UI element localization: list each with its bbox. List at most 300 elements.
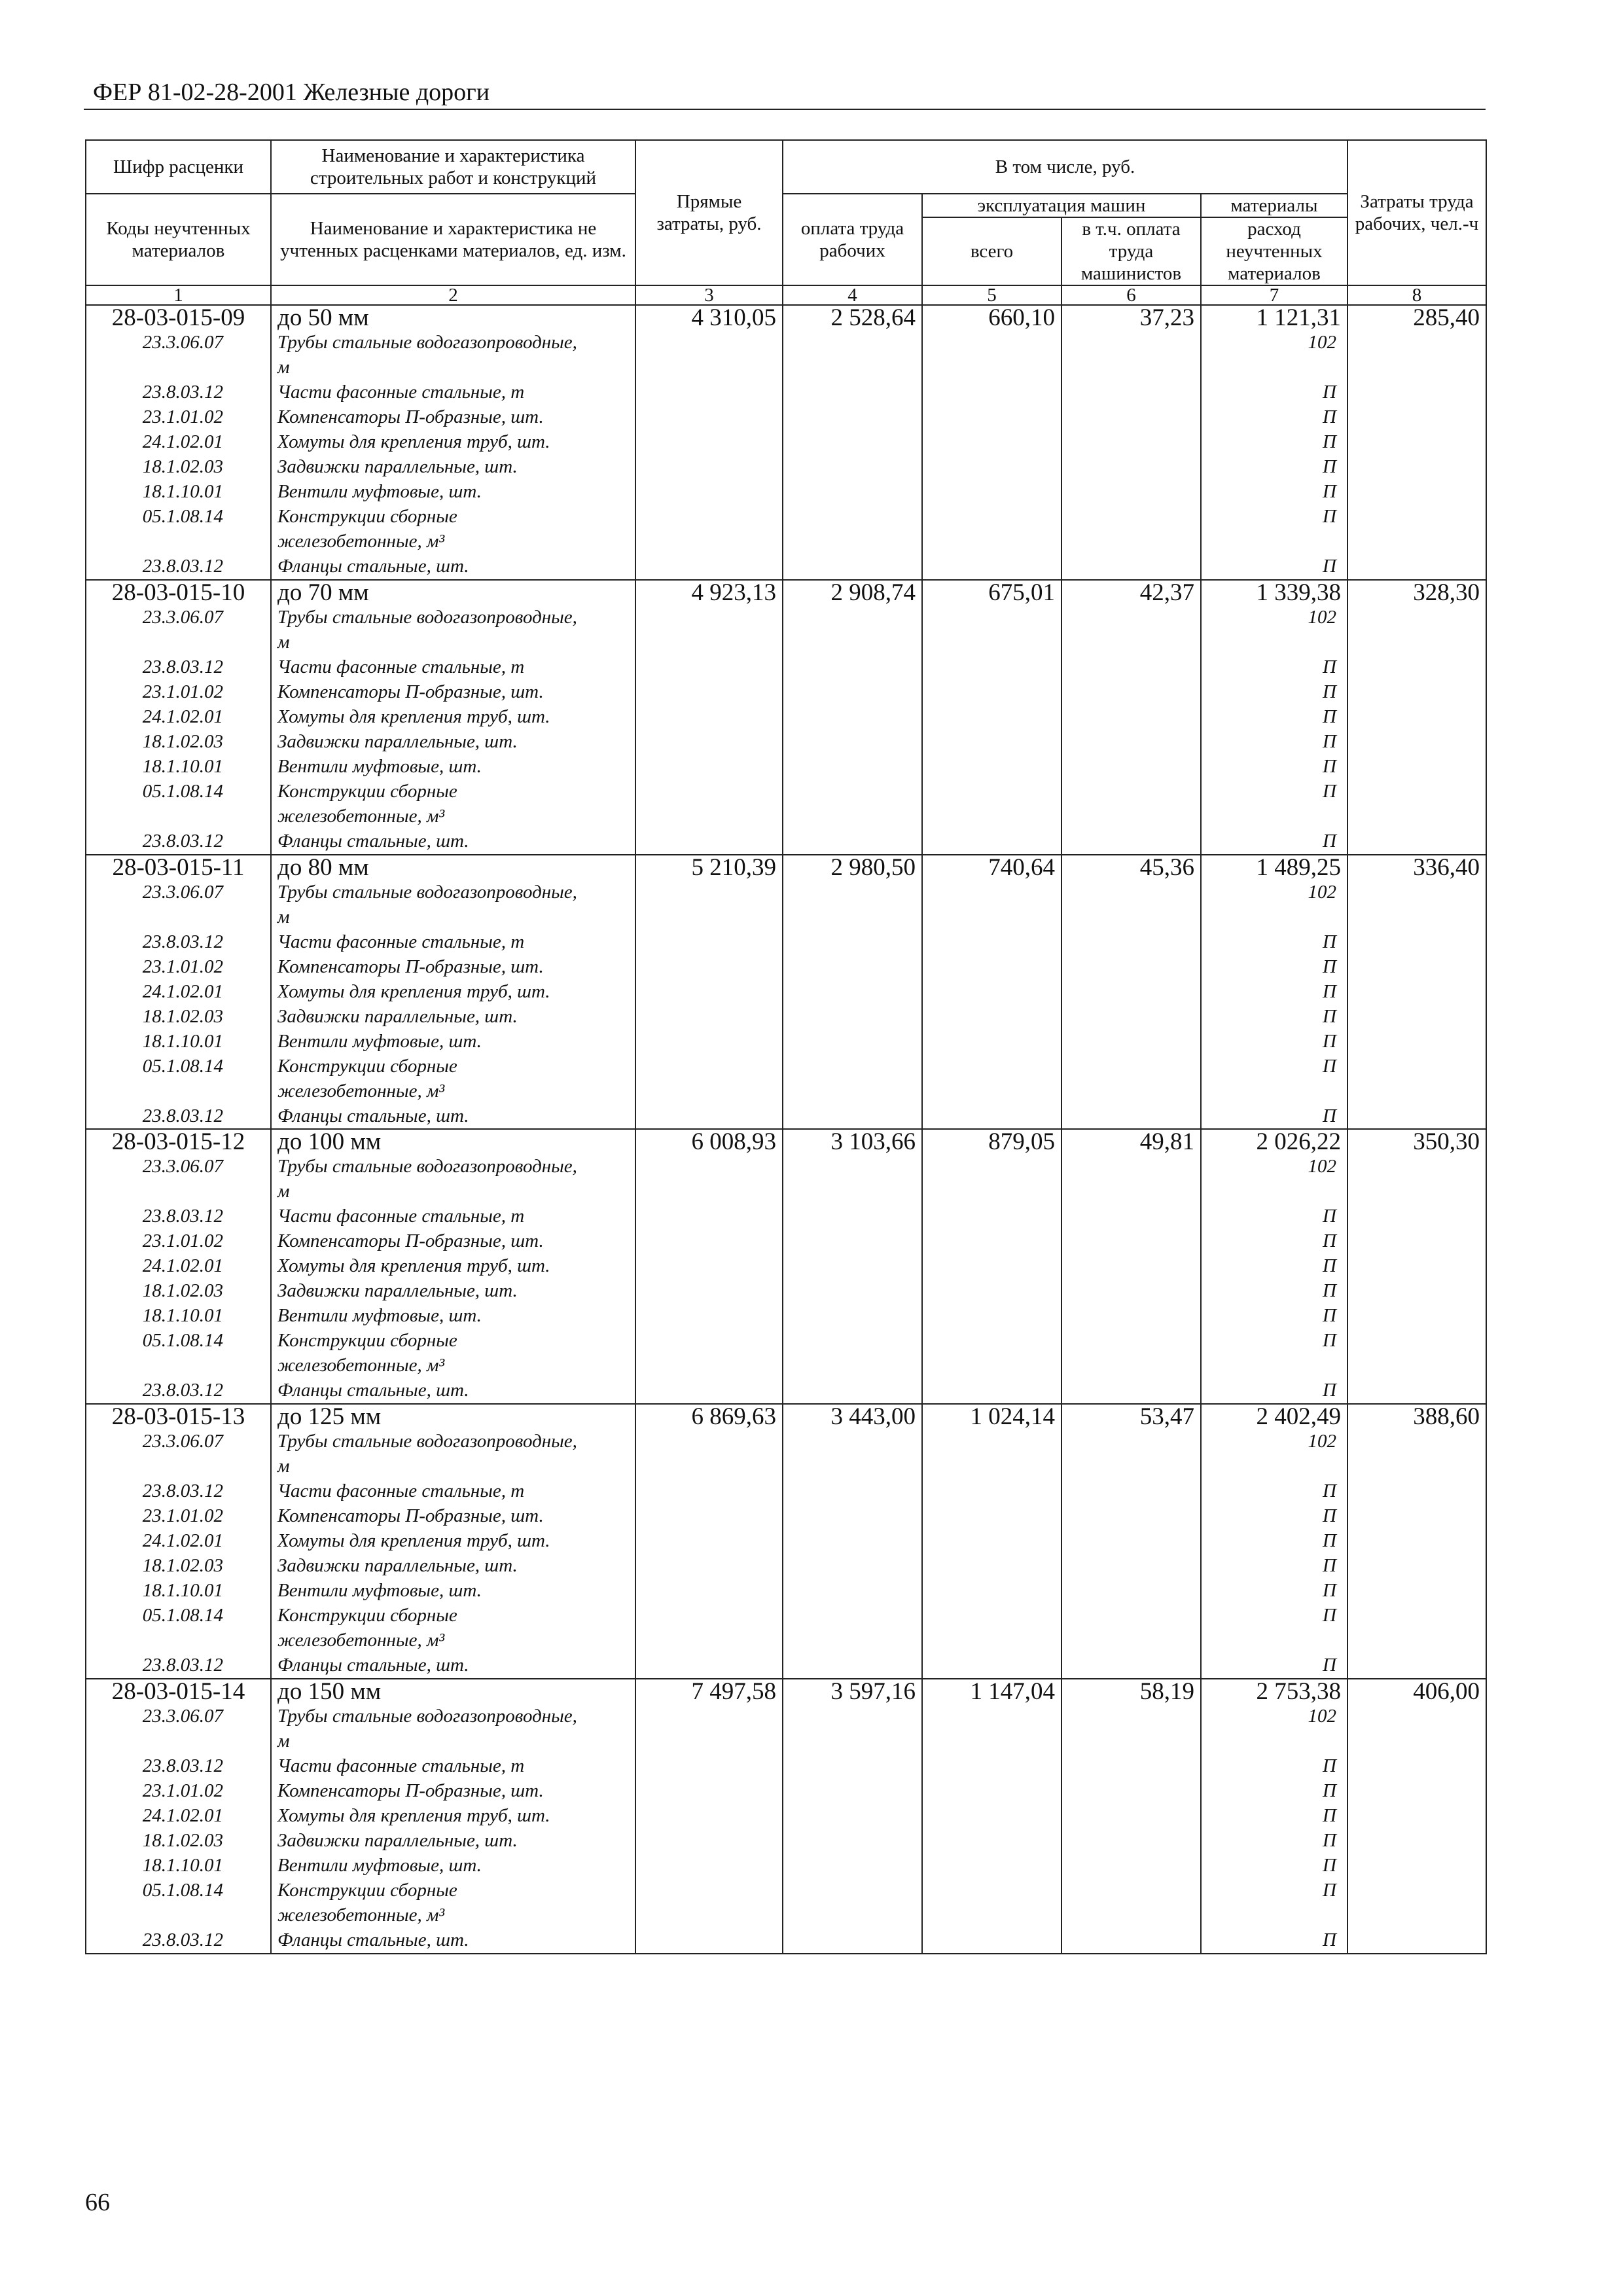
material-row [86,1254,1486,1279]
empty-cell [1347,1579,1486,1604]
empty-cell [922,804,1061,829]
material-code [86,630,271,655]
empty-cell [1347,1854,1486,1878]
empty-cell [1347,1754,1486,1779]
material-code: 18.1.02.03 [86,455,271,480]
empty-cell [783,529,922,554]
empty-cell [922,554,1061,580]
workers-wages: 2 908,74 [783,580,922,605]
material-usage: П [1201,1504,1347,1529]
empty-cell [1061,1454,1201,1479]
empty-cell [783,1653,922,1679]
empty-cell [1347,1504,1486,1529]
direct-costs: 7 497,58 [635,1679,783,1704]
material-name: Хомуты для крепления труб, шт. [271,430,635,455]
labor-hours: 285,40 [1347,305,1486,331]
empty-cell [1061,455,1201,480]
empty-cell [783,630,922,655]
empty-cell [922,1903,1061,1928]
material-row [86,554,1486,580]
empty-cell [1061,1704,1201,1729]
machinists-wages: 42,37 [1061,580,1201,605]
header-machines-total: всего [922,217,1061,285]
material-row [86,1928,1486,1954]
empty-cell [635,529,783,554]
material-code: 05.1.08.14 [86,1878,271,1903]
material-row [86,804,1486,829]
empty-cell [1347,1779,1486,1804]
material-code [86,1628,271,1653]
rate-code: 28-03-015-11 [86,855,271,880]
rates-table [85,139,1487,1954]
empty-cell [922,1254,1061,1279]
empty-cell [635,1104,783,1130]
material-code: 23.3.06.07 [86,1704,271,1729]
material-name: Трубы стальные водогазопроводные, [271,1155,635,1179]
empty-cell [922,1354,1061,1378]
empty-cell [1347,730,1486,755]
material-usage: П [1201,780,1347,804]
empty-cell [783,1529,922,1554]
material-code: 23.8.03.12 [86,930,271,955]
material-row [86,829,1486,855]
empty-cell [1061,1878,1201,1903]
empty-cell [922,880,1061,905]
material-usage: П [1201,1005,1347,1030]
empty-cell [922,529,1061,554]
material-usage: П [1201,1878,1347,1903]
empty-cell [635,1054,783,1079]
empty-cell [922,755,1061,780]
material-usage: П [1201,505,1347,529]
table-body [86,305,1486,1954]
machinists-wages: 58,19 [1061,1679,1201,1704]
empty-cell [783,1479,922,1504]
empty-cell [922,1429,1061,1454]
empty-cell [1061,380,1201,405]
material-code [86,1179,271,1204]
empty-cell [1061,1628,1201,1653]
material-row [86,1779,1486,1804]
empty-cell [1347,1354,1486,1378]
material-usage: П [1201,1304,1347,1329]
workers-wages: 2 528,64 [783,305,922,331]
material-usage: П [1201,930,1347,955]
material-name: Задвижки параллельные, шт. [271,730,635,755]
material-row [86,1628,1486,1653]
material-code: 18.1.02.03 [86,1005,271,1030]
empty-cell [635,1155,783,1179]
empty-cell [922,1155,1061,1179]
empty-cell [1061,1829,1201,1854]
material-row [86,1354,1486,1378]
material-code: 23.3.06.07 [86,605,271,630]
material-name: Фланцы стальные, шт. [271,829,635,855]
material-name: Конструкции сборные [271,1329,635,1354]
empty-cell [1347,1054,1486,1079]
empty-cell [922,1928,1061,1954]
material-name: Компенсаторы П-образные, шт. [271,405,635,430]
material-row [86,380,1486,405]
empty-cell [783,1779,922,1804]
empty-cell [635,1204,783,1229]
material-code: 23.3.06.07 [86,880,271,905]
empty-cell [922,430,1061,455]
empty-cell [922,1329,1061,1354]
material-row [86,1729,1486,1754]
material-row [86,455,1486,480]
material-code: 18.1.02.03 [86,1554,271,1579]
material-name: железобетонные, м³ [271,529,635,554]
empty-cell [635,380,783,405]
header-materials-usage: расход неучтенных материалов [1201,217,1347,285]
material-code: 18.1.10.01 [86,1854,271,1878]
material-code: 18.1.02.03 [86,1279,271,1304]
header-code-bottom: Коды неучтенных материалов [86,194,271,285]
empty-cell [922,1729,1061,1754]
material-code: 23.8.03.12 [86,1204,271,1229]
material-usage [1201,1454,1347,1479]
empty-cell [635,1229,783,1254]
rate-name: до 100 мм [271,1129,635,1155]
rate-row [86,1129,1486,1155]
empty-cell [1061,804,1201,829]
material-row [86,331,1486,355]
material-name: Задвижки параллельные, шт. [271,1279,635,1304]
material-code: 24.1.02.01 [86,980,271,1005]
table-header [86,140,1486,305]
empty-cell [922,680,1061,705]
direct-costs: 4 923,13 [635,580,783,605]
empty-cell [922,730,1061,755]
material-name: Трубы стальные водогазопроводные, [271,605,635,630]
empty-cell [783,780,922,804]
material-row [86,930,1486,955]
empty-cell [783,405,922,430]
material-usage [1201,905,1347,930]
empty-cell [783,1729,922,1754]
empty-cell [1347,529,1486,554]
material-row [86,980,1486,1005]
empty-cell [635,955,783,980]
empty-cell [922,1079,1061,1104]
rate-name: до 50 мм [271,305,635,331]
empty-cell [922,1829,1061,1854]
material-row [86,355,1486,380]
empty-cell [1347,1628,1486,1653]
direct-costs: 4 310,05 [635,305,783,331]
material-row [86,1579,1486,1604]
material-code: 24.1.02.01 [86,705,271,730]
empty-cell [1347,955,1486,980]
header-including: В том числе, руб. [783,140,1347,194]
material-code: 23.8.03.12 [86,1479,271,1504]
material-usage [1201,355,1347,380]
empty-cell [1347,655,1486,680]
empty-cell [635,980,783,1005]
empty-cell [1347,1878,1486,1903]
empty-cell [1061,980,1201,1005]
material-name: Фланцы стальные, шт. [271,1104,635,1130]
empty-cell [783,1079,922,1104]
empty-cell [1061,780,1201,804]
empty-cell [922,655,1061,680]
empty-cell [783,1804,922,1829]
empty-cell [1347,1804,1486,1829]
material-usage: П [1201,1579,1347,1604]
workers-wages: 3 443,00 [783,1404,922,1429]
material-usage [1201,1729,1347,1754]
material-row [86,1329,1486,1354]
empty-cell [1347,1030,1486,1054]
labor-hours: 328,30 [1347,580,1486,605]
rate-row [86,1404,1486,1429]
empty-cell [783,1030,922,1054]
empty-cell [635,755,783,780]
empty-cell [635,1378,783,1404]
empty-cell [1061,1378,1201,1404]
material-usage [1201,1354,1347,1378]
machines-total: 1 147,04 [922,1679,1061,1704]
empty-cell [1061,1479,1201,1504]
empty-cell [922,905,1061,930]
empty-cell [783,1604,922,1628]
empty-cell [635,905,783,930]
empty-cell [922,980,1061,1005]
empty-cell [1061,955,1201,980]
empty-cell [1347,829,1486,855]
empty-cell [1061,1279,1201,1304]
empty-cell [783,1878,922,1903]
rate-name: до 70 мм [271,580,635,605]
material-usage: П [1201,1754,1347,1779]
material-usage: П [1201,455,1347,480]
empty-cell [922,1878,1061,1903]
empty-cell [922,1529,1061,1554]
material-code: 24.1.02.01 [86,1529,271,1554]
material-code [86,1729,271,1754]
material-name: Задвижки параллельные, шт. [271,1005,635,1030]
material-name: Хомуты для крепления труб, шт. [271,1254,635,1279]
material-name: Части фасонные стальные, т [271,1479,635,1504]
empty-cell [1347,804,1486,829]
material-name: Конструкции сборные [271,505,635,529]
empty-cell [1347,331,1486,355]
material-row [86,1104,1486,1130]
materials-cost: 2 753,38 [1201,1679,1347,1704]
material-usage: П [1201,730,1347,755]
empty-cell [783,430,922,455]
empty-cell [635,455,783,480]
header-direct-costs: Прямые затраты, руб. [635,140,783,285]
empty-cell [922,1005,1061,1030]
material-row [86,1304,1486,1329]
material-usage: П [1201,829,1347,855]
material-row [86,905,1486,930]
material-row [86,1378,1486,1404]
machines-total: 1 024,14 [922,1404,1061,1429]
empty-cell [783,1903,922,1928]
material-row [86,605,1486,630]
material-name: Фланцы стальные, шт. [271,554,635,580]
empty-cell [635,1704,783,1729]
material-name: Трубы стальные водогазопроводные, [271,1704,635,1729]
material-name: Компенсаторы П-образные, шт. [271,955,635,980]
material-usage: П [1201,1229,1347,1254]
empty-cell [635,1454,783,1479]
material-name: Вентили муфтовые, шт. [271,480,635,505]
empty-cell [635,1604,783,1628]
empty-cell [1347,1928,1486,1954]
empty-cell [635,930,783,955]
material-name: Вентили муфтовые, шт. [271,1854,635,1878]
empty-cell [922,1378,1061,1404]
empty-cell [1347,430,1486,455]
rate-row [86,855,1486,880]
material-name: Вентили муфтовые, шт. [271,1579,635,1604]
empty-cell [635,554,783,580]
material-usage: 102 [1201,880,1347,905]
empty-cell [922,1054,1061,1079]
empty-cell [1061,1005,1201,1030]
empty-cell [922,1104,1061,1130]
empty-cell [1061,1729,1201,1754]
material-usage: П [1201,1378,1347,1404]
empty-cell [635,655,783,680]
empty-cell [783,1204,922,1229]
material-row [86,1005,1486,1030]
material-row [86,1030,1486,1054]
empty-cell [783,1179,922,1204]
material-usage [1201,1079,1347,1104]
material-name: Задвижки параллельные, шт. [271,1829,635,1854]
empty-cell [783,730,922,755]
empty-cell [783,930,922,955]
material-name: Части фасонные стальные, т [271,380,635,405]
empty-cell [922,955,1061,980]
empty-cell [635,1304,783,1329]
material-name: Вентили муфтовые, шт. [271,755,635,780]
material-row [86,480,1486,505]
empty-cell [922,780,1061,804]
material-row [86,1878,1486,1903]
empty-cell [635,829,783,855]
material-usage: П [1201,1204,1347,1229]
material-code: 24.1.02.01 [86,430,271,455]
empty-cell [635,1903,783,1928]
column-number: 6 [1061,285,1201,305]
empty-cell [1347,630,1486,655]
rate-code: 28-03-015-09 [86,305,271,331]
empty-cell [922,1454,1061,1479]
empty-cell [1347,380,1486,405]
empty-cell [1061,1054,1201,1079]
empty-cell [783,455,922,480]
material-usage: П [1201,1804,1347,1829]
material-code: 23.1.01.02 [86,1229,271,1254]
empty-cell [1347,1429,1486,1454]
rate-code: 28-03-015-12 [86,1129,271,1155]
empty-cell [1347,1529,1486,1554]
material-row [86,430,1486,455]
rate-row [86,305,1486,331]
material-code: 23.3.06.07 [86,1429,271,1454]
empty-cell [783,1279,922,1304]
empty-cell [1347,1079,1486,1104]
material-usage [1201,1179,1347,1204]
empty-cell [922,1229,1061,1254]
labor-hours: 406,00 [1347,1679,1486,1704]
empty-cell [1061,680,1201,705]
materials-cost: 1 121,31 [1201,305,1347,331]
material-code: 05.1.08.14 [86,780,271,804]
material-code: 23.1.01.02 [86,955,271,980]
material-name: железобетонные, м³ [271,804,635,829]
material-row [86,880,1486,905]
empty-cell [635,1179,783,1204]
material-usage: П [1201,1030,1347,1054]
empty-cell [922,1504,1061,1529]
empty-cell [1061,1854,1201,1878]
empty-cell [922,1030,1061,1054]
material-code: 05.1.08.14 [86,1604,271,1628]
header-rule [84,109,1486,110]
header-wages: оплата труда рабочих [783,194,922,285]
material-code [86,1903,271,1928]
material-usage: П [1201,680,1347,705]
material-code: 23.8.03.12 [86,1104,271,1130]
empty-cell [1061,655,1201,680]
empty-cell [922,1628,1061,1653]
material-usage: П [1201,980,1347,1005]
empty-cell [783,905,922,930]
materials-cost: 2 026,22 [1201,1129,1347,1155]
empty-cell [1061,405,1201,430]
material-usage: 102 [1201,1704,1347,1729]
empty-cell [922,1704,1061,1729]
empty-cell [1347,705,1486,730]
empty-cell [922,1204,1061,1229]
material-code: 23.1.01.02 [86,1779,271,1804]
material-name: железобетонные, м³ [271,1354,635,1378]
empty-cell [635,1254,783,1279]
material-code: 23.3.06.07 [86,1155,271,1179]
material-code: 18.1.10.01 [86,480,271,505]
empty-cell [1347,1653,1486,1679]
empty-cell [1061,1804,1201,1829]
material-row [86,1479,1486,1504]
material-name: Конструкции сборные [271,1054,635,1079]
empty-cell [783,980,922,1005]
empty-cell [1347,455,1486,480]
empty-cell [1061,630,1201,655]
material-row [86,1604,1486,1628]
machines-total: 879,05 [922,1129,1061,1155]
workers-wages: 3 597,16 [783,1679,922,1704]
empty-cell [1347,755,1486,780]
empty-cell [1061,1779,1201,1804]
empty-cell [783,1005,922,1030]
empty-cell [1347,1378,1486,1404]
empty-cell [783,755,922,780]
material-code: 23.1.01.02 [86,1504,271,1529]
empty-cell [1061,829,1201,855]
material-usage: П [1201,1279,1347,1304]
empty-cell [922,1854,1061,1878]
material-row [86,680,1486,705]
material-usage: П [1201,755,1347,780]
material-code: 23.3.06.07 [86,331,271,355]
